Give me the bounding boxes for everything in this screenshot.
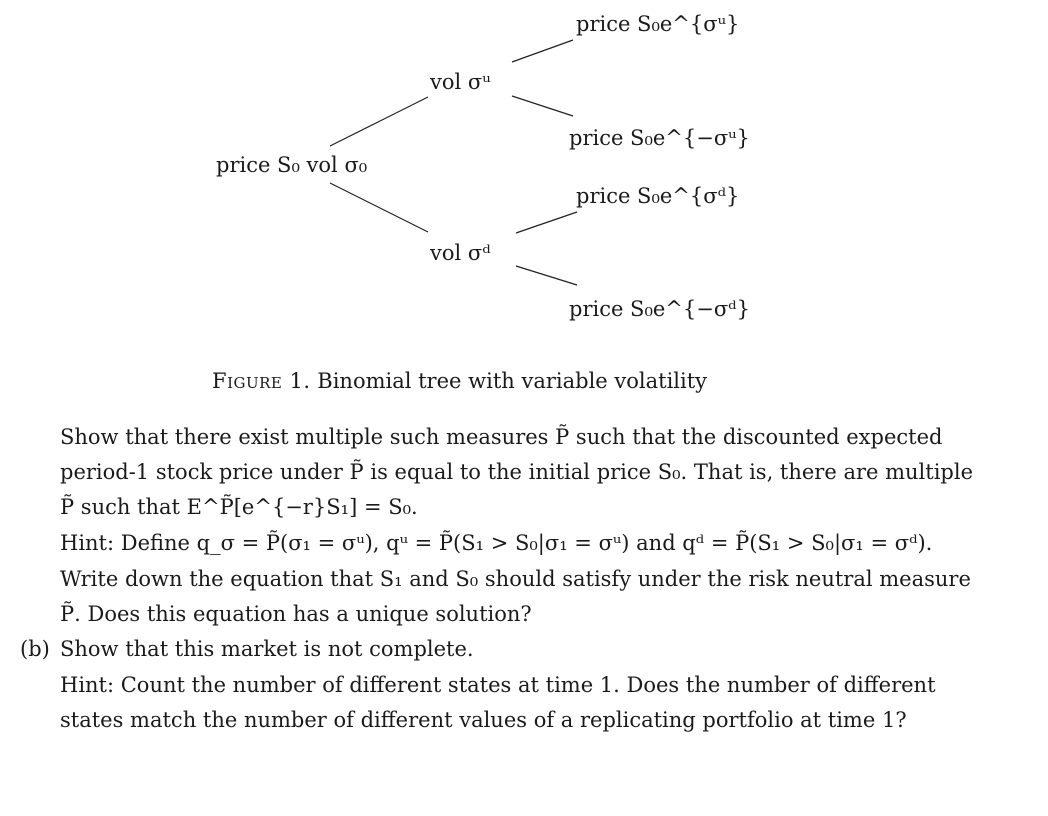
caption-label: Figure 1. xyxy=(212,369,311,393)
body-line-1: Show that there exist multiple such measures P̃ such that the discounted expected xyxy=(60,425,943,449)
tree-vol-up-node: vol σᵘ xyxy=(430,70,491,94)
edge-down-dd xyxy=(516,266,577,285)
tree-lines xyxy=(0,0,1048,360)
part-b-text: Show that this market is not complete. xyxy=(60,637,474,661)
body-line-2: period-1 stock price under P̃ is equal to the initial price S₀. That is, there are multiple xyxy=(60,460,974,484)
edge-down-du xyxy=(516,212,577,233)
caption-text: Binomial tree with variable volatility xyxy=(317,369,708,393)
tree-vol-down-node: vol σᵈ xyxy=(430,241,491,265)
tree-root-node: price S₀ vol σ₀ xyxy=(216,153,368,177)
body-line-6: P̃. Does this equation has a unique solution? xyxy=(60,602,532,626)
part-b-hint-line-2: states match the number of different values of a replicating portfolio at time 1? xyxy=(60,708,907,732)
edge-up-uu xyxy=(512,40,573,62)
part-b-hint-line-1: Hint: Count the number of different states at time 1. Does the number of different xyxy=(60,673,936,697)
figure-caption xyxy=(212,369,707,393)
tree-leaf-dd: price S₀e^{−σᵈ} xyxy=(569,297,750,321)
body-line-5: Write down the equation that S₁ and S₀ should satisfy under the risk neutral measure xyxy=(60,567,971,591)
body-line-3: P̃ such that E^P̃[e^{−r}S₁] = S₀. xyxy=(60,495,418,519)
edge-root-down xyxy=(330,183,428,232)
part-b-label: (b) xyxy=(20,637,50,661)
edge-up-ud xyxy=(512,96,573,116)
hint-line-1: Hint: Define q_σ = P̃(σ₁ = σᵘ), qᵘ = P̃(S₁ > S₀|σ₁ = σᵘ) and qᵈ = P̃(S₁ > S₀|σ₁ = σᵈ). xyxy=(60,531,933,555)
tree-leaf-ud: price S₀e^{−σᵘ} xyxy=(569,126,750,150)
tree-leaf-du: price S₀e^{σᵈ} xyxy=(576,184,740,208)
edge-root-up xyxy=(330,97,428,146)
tree-leaf-uu: price S₀e^{σᵘ} xyxy=(576,12,740,36)
